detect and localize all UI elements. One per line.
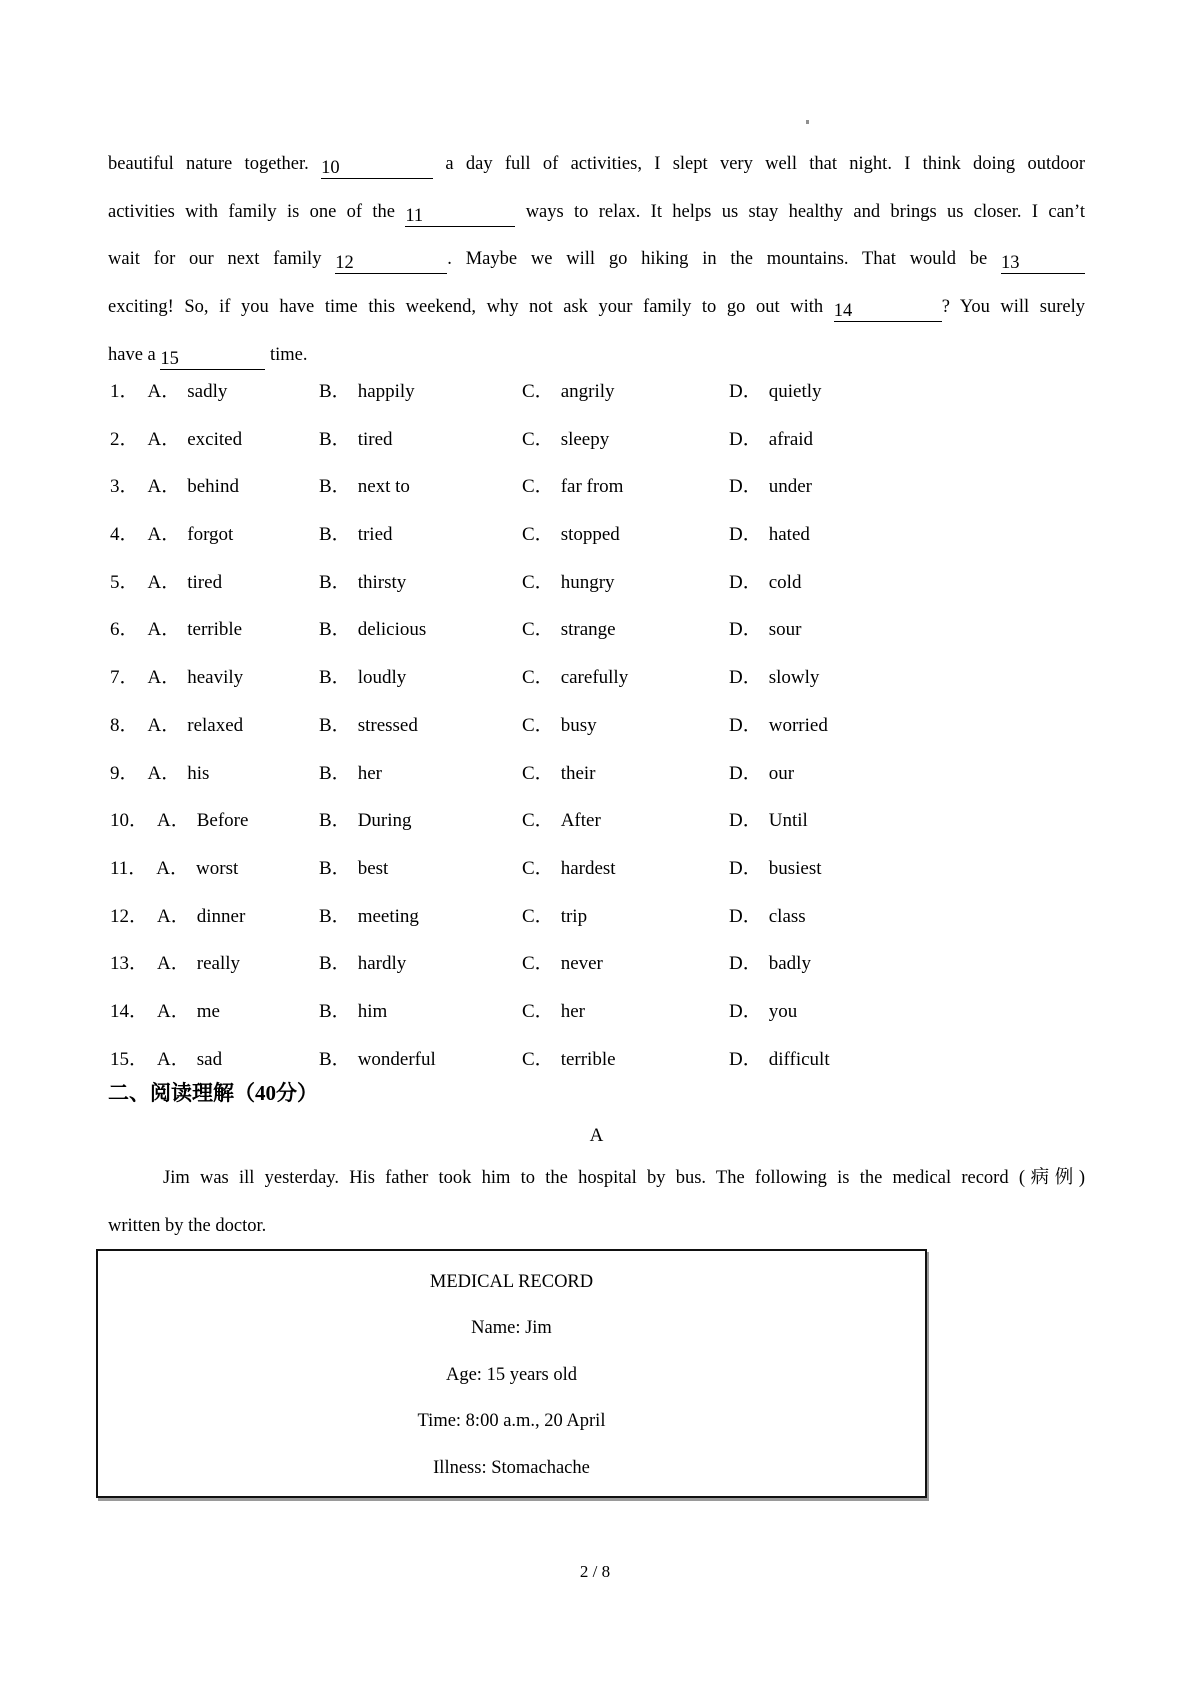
passage-text: Jim was ill yesterday. His father took him to the hospital by bus. The following is the medical record (病例) bbox=[163, 1168, 1085, 1188]
option-a-label: A． bbox=[156, 857, 190, 879]
question-row bbox=[108, 463, 1108, 511]
option-b-cell bbox=[319, 368, 522, 416]
option-d-label: D． bbox=[729, 1000, 762, 1022]
option-b-text: tried bbox=[357, 524, 393, 546]
question-number: 1． bbox=[110, 381, 139, 402]
option-a-label: A． bbox=[147, 714, 181, 736]
question-number: 10． bbox=[110, 810, 149, 832]
medical-record-illness: Illness: Stomachache bbox=[433, 1457, 590, 1478]
option-b-label: B． bbox=[319, 810, 351, 832]
question-number: 6． bbox=[110, 619, 139, 641]
option-b-text: stressed bbox=[357, 714, 418, 736]
option-a-label: A． bbox=[157, 1048, 190, 1070]
option-a-cell bbox=[110, 750, 319, 798]
option-d-text: sour bbox=[768, 619, 802, 641]
option-b-cell bbox=[319, 940, 522, 988]
cloze-line bbox=[108, 189, 1085, 237]
option-a-label: A． bbox=[147, 571, 181, 593]
option-a-text: forgot bbox=[187, 524, 234, 546]
option-d-text: our bbox=[768, 762, 795, 784]
option-b-text: him bbox=[357, 1000, 388, 1022]
option-d-text: badly bbox=[768, 953, 811, 975]
option-c-label: C． bbox=[522, 428, 554, 450]
option-d-cell bbox=[729, 940, 1108, 988]
option-c-cell bbox=[522, 416, 729, 464]
option-c-text: stopped bbox=[560, 524, 620, 546]
cloze-text: have a bbox=[108, 344, 156, 365]
option-d-label: D． bbox=[729, 428, 762, 450]
option-b-label: B． bbox=[319, 953, 351, 975]
question-number: 15． bbox=[110, 1048, 149, 1070]
option-d-text: you bbox=[768, 1000, 798, 1022]
option-c-cell bbox=[522, 845, 729, 893]
blank-15 bbox=[160, 348, 265, 370]
cloze-line bbox=[108, 141, 1085, 189]
page-number-indicator: 2 / 8 bbox=[579, 1562, 611, 1581]
blank-14 bbox=[834, 300, 942, 322]
option-c-cell bbox=[522, 797, 729, 845]
cloze-text: a day full of activities, I slept very well that night. I think doing outdoor bbox=[445, 154, 1085, 174]
option-c-label: C． bbox=[522, 857, 554, 879]
blank-number: 10 bbox=[321, 158, 340, 178]
option-d-label: D． bbox=[729, 524, 762, 546]
option-c-text: carefully bbox=[560, 667, 629, 689]
blank-number: 13 bbox=[1001, 253, 1020, 274]
option-d-text: afraid bbox=[768, 428, 814, 450]
option-b-text: delicious bbox=[357, 619, 427, 641]
blank-number: 12 bbox=[335, 253, 354, 274]
option-b-label: B． bbox=[319, 428, 351, 450]
option-a-text: heavily bbox=[187, 667, 244, 689]
option-a-cell bbox=[110, 606, 319, 654]
option-d-text: worried bbox=[768, 714, 828, 736]
cloze-paragraph bbox=[108, 141, 1085, 379]
blank-10 bbox=[321, 157, 433, 179]
option-a-text: worst bbox=[196, 857, 239, 879]
option-c-cell bbox=[522, 368, 729, 416]
option-a-text: really bbox=[196, 953, 241, 975]
option-b-label: B． bbox=[319, 857, 351, 879]
option-c-cell bbox=[522, 940, 729, 988]
question-number: 13． bbox=[110, 953, 149, 975]
option-a-text: his bbox=[187, 762, 210, 784]
blank-number: 14 bbox=[833, 301, 853, 322]
option-a-text: excited bbox=[187, 428, 243, 450]
question-row bbox=[108, 750, 1108, 798]
option-c-cell bbox=[522, 511, 729, 559]
question-number: 8． bbox=[110, 714, 139, 736]
option-b-text: her bbox=[357, 762, 382, 784]
option-a-text: me bbox=[196, 1000, 220, 1022]
option-a-text: sadly bbox=[187, 381, 228, 402]
option-a-cell bbox=[110, 654, 319, 702]
cloze-text: wait for our next family bbox=[108, 249, 322, 270]
question-row bbox=[108, 606, 1108, 654]
option-c-label: C． bbox=[522, 714, 554, 736]
question-row bbox=[108, 797, 1108, 845]
option-c-cell bbox=[522, 606, 729, 654]
option-d-text: cold bbox=[768, 571, 802, 593]
question-row bbox=[108, 654, 1108, 702]
option-d-label: D． bbox=[729, 762, 762, 784]
blank-12 bbox=[335, 252, 447, 274]
option-b-cell bbox=[319, 893, 522, 941]
option-c-label: C． bbox=[522, 1000, 554, 1022]
option-d-cell bbox=[729, 559, 1108, 607]
option-a-label: A． bbox=[157, 905, 190, 927]
question-row bbox=[108, 702, 1108, 750]
option-c-text: strange bbox=[560, 619, 616, 641]
option-c-text: never bbox=[560, 953, 603, 975]
blank-13 bbox=[1001, 252, 1085, 274]
option-a-cell bbox=[110, 797, 319, 845]
option-d-label: D． bbox=[729, 1048, 762, 1070]
option-c-cell bbox=[522, 654, 729, 702]
option-b-text: loudly bbox=[357, 667, 407, 689]
option-b-text: meeting bbox=[357, 905, 419, 927]
option-c-label: C． bbox=[522, 810, 554, 832]
cloze-line bbox=[108, 284, 1085, 332]
medical-record-title: MEDICAL RECORD bbox=[429, 1272, 594, 1292]
option-a-label: A． bbox=[157, 1000, 190, 1022]
option-d-label: D． bbox=[729, 571, 762, 593]
option-a-cell bbox=[110, 702, 319, 750]
option-b-text: happily bbox=[357, 381, 415, 402]
option-a-label: A． bbox=[157, 953, 190, 975]
option-d-cell bbox=[729, 845, 1108, 893]
option-c-label: C． bbox=[522, 476, 554, 498]
option-b-label: B． bbox=[319, 571, 351, 593]
option-b-cell bbox=[319, 654, 522, 702]
question-row bbox=[108, 940, 1108, 988]
option-a-cell bbox=[110, 511, 319, 559]
option-d-text: Until bbox=[768, 810, 808, 832]
option-d-cell bbox=[729, 797, 1108, 845]
medical-record-time: Time: 8:00 a.m., 20 April bbox=[417, 1411, 606, 1432]
option-d-label: D． bbox=[729, 857, 762, 879]
question-row bbox=[108, 845, 1108, 893]
option-a-cell bbox=[110, 368, 319, 416]
stray-ink-dot bbox=[806, 120, 809, 124]
option-b-cell bbox=[319, 750, 522, 798]
option-b-text: wonderful bbox=[357, 1048, 436, 1070]
option-a-text: sad bbox=[196, 1048, 223, 1070]
option-d-label: D． bbox=[729, 667, 762, 689]
question-number: 4． bbox=[110, 524, 139, 546]
option-b-label: B． bbox=[319, 762, 351, 784]
option-c-label: C． bbox=[522, 953, 554, 975]
option-c-label: C． bbox=[522, 571, 554, 593]
option-a-label: A． bbox=[147, 381, 181, 402]
option-d-cell bbox=[729, 606, 1108, 654]
option-b-cell bbox=[319, 416, 522, 464]
option-a-text: Before bbox=[196, 810, 249, 832]
option-a-cell bbox=[110, 463, 319, 511]
question-number: 14． bbox=[110, 1000, 149, 1022]
option-d-cell bbox=[729, 368, 1108, 416]
question-row bbox=[108, 511, 1108, 559]
question-number: 7． bbox=[110, 667, 139, 689]
cloze-text: beautiful nature together. bbox=[108, 154, 309, 174]
option-c-text: far from bbox=[560, 476, 624, 498]
option-c-cell bbox=[522, 1036, 729, 1084]
option-c-text: their bbox=[560, 762, 596, 784]
option-b-label: B． bbox=[319, 619, 351, 641]
option-d-label: D． bbox=[729, 381, 762, 402]
option-c-text: angrily bbox=[560, 381, 615, 402]
option-d-text: hated bbox=[768, 524, 810, 546]
passage-intro-line bbox=[108, 1155, 1085, 1203]
option-d-label: D． bbox=[729, 714, 762, 736]
option-d-cell bbox=[729, 750, 1108, 798]
option-d-text: busiest bbox=[768, 857, 822, 879]
option-d-cell bbox=[729, 988, 1108, 1036]
cloze-text: time. bbox=[270, 344, 308, 365]
cloze-text: exciting! So, if you have time this weekend, why not ask your family to go out with bbox=[108, 297, 824, 318]
option-d-cell bbox=[729, 1036, 1108, 1084]
option-c-text: her bbox=[560, 1000, 585, 1022]
option-c-text: After bbox=[560, 810, 601, 832]
option-c-text: trip bbox=[560, 905, 588, 927]
option-a-cell bbox=[110, 893, 319, 941]
question-row bbox=[108, 368, 1108, 416]
option-c-text: terrible bbox=[560, 1048, 616, 1070]
option-a-label: A． bbox=[147, 762, 181, 784]
option-a-cell bbox=[110, 940, 319, 988]
option-a-cell bbox=[110, 988, 319, 1036]
option-c-label: C． bbox=[522, 667, 554, 689]
option-b-text: During bbox=[357, 810, 412, 832]
option-a-text: relaxed bbox=[187, 714, 244, 736]
option-d-text: quietly bbox=[768, 381, 822, 402]
blank-number: 11 bbox=[405, 205, 424, 226]
option-c-label: C． bbox=[522, 905, 554, 927]
medical-record-box bbox=[96, 1249, 927, 1498]
cloze-text: . Maybe we will go hiking in the mountains. That would be bbox=[447, 249, 988, 270]
option-b-label: B． bbox=[319, 1048, 351, 1070]
option-b-cell bbox=[319, 463, 522, 511]
option-c-text: sleepy bbox=[560, 428, 610, 450]
cloze-text: ways to relax. It helps us stay healthy and brings us closer. I can’t bbox=[525, 201, 1086, 222]
option-d-label: D． bbox=[729, 810, 762, 832]
option-b-text: best bbox=[357, 857, 389, 879]
blank-11 bbox=[405, 205, 515, 227]
option-b-label: B． bbox=[319, 714, 351, 736]
question-number: 9． bbox=[110, 762, 139, 784]
question-number: 11． bbox=[110, 857, 148, 879]
passage-intro bbox=[108, 1155, 1085, 1250]
option-d-cell bbox=[729, 702, 1108, 750]
question-row bbox=[108, 893, 1108, 941]
option-c-label: C． bbox=[522, 762, 554, 784]
option-d-text: under bbox=[768, 476, 812, 498]
option-c-label: C． bbox=[522, 1048, 554, 1070]
option-b-text: tired bbox=[357, 428, 393, 450]
option-b-cell bbox=[319, 606, 522, 654]
option-c-label: C． bbox=[522, 381, 554, 402]
option-c-cell bbox=[522, 988, 729, 1036]
option-d-text: difficult bbox=[768, 1048, 830, 1070]
option-c-text: hungry bbox=[560, 571, 615, 593]
option-b-label: B． bbox=[319, 381, 351, 402]
option-c-cell bbox=[522, 559, 729, 607]
option-d-label: D． bbox=[729, 476, 762, 498]
option-b-text: next to bbox=[357, 476, 410, 498]
option-b-cell bbox=[319, 797, 522, 845]
question-row bbox=[108, 416, 1108, 464]
option-b-cell bbox=[319, 845, 522, 893]
option-b-label: B． bbox=[319, 667, 351, 689]
question-options-list bbox=[108, 368, 1108, 1083]
option-a-label: A． bbox=[147, 476, 181, 498]
option-c-cell bbox=[522, 702, 729, 750]
option-d-cell bbox=[729, 893, 1108, 941]
question-number: 5． bbox=[110, 571, 139, 593]
option-c-cell bbox=[522, 893, 729, 941]
passage-label-a: A bbox=[589, 1125, 604, 1146]
question-number: 12． bbox=[110, 905, 149, 927]
option-c-cell bbox=[522, 750, 729, 798]
option-b-cell bbox=[319, 559, 522, 607]
option-d-label: D． bbox=[729, 905, 762, 927]
option-a-label: A． bbox=[147, 524, 181, 546]
blank-number: 15 bbox=[160, 348, 179, 369]
option-a-text: terrible bbox=[187, 619, 243, 641]
question-row bbox=[108, 559, 1108, 607]
question-number: 2． bbox=[110, 428, 139, 450]
medical-record-age: Age: 15 years old bbox=[445, 1364, 577, 1385]
option-b-label: B． bbox=[319, 905, 351, 927]
option-a-cell bbox=[110, 559, 319, 607]
cloze-text: activities with family is one of the bbox=[108, 201, 395, 222]
medical-record-name: Name: Jim bbox=[471, 1318, 552, 1339]
option-a-cell bbox=[110, 416, 319, 464]
option-b-label: B． bbox=[319, 1000, 351, 1022]
section-heading-reading-comprehension: 二、阅读理解（40分） bbox=[108, 1081, 318, 1105]
option-a-text: behind bbox=[187, 476, 239, 498]
option-a-text: dinner bbox=[196, 905, 246, 927]
option-d-text: slowly bbox=[768, 667, 820, 689]
option-c-text: hardest bbox=[560, 857, 616, 879]
question-number: 3． bbox=[110, 476, 139, 498]
option-c-label: C． bbox=[522, 524, 554, 546]
option-c-label: C． bbox=[522, 619, 554, 641]
option-a-label: A． bbox=[147, 667, 181, 689]
option-d-label: D． bbox=[729, 619, 762, 641]
option-b-text: hardly bbox=[357, 953, 407, 975]
cloze-text: ? You will surely bbox=[941, 297, 1085, 318]
option-b-label: B． bbox=[319, 476, 351, 498]
option-b-text: thirsty bbox=[357, 571, 407, 593]
passage-text: written by the doctor. bbox=[108, 1215, 267, 1236]
question-row bbox=[108, 988, 1108, 1036]
option-a-label: A． bbox=[147, 428, 181, 450]
option-b-cell bbox=[319, 511, 522, 559]
option-a-label: A． bbox=[157, 810, 190, 832]
passage-intro-line bbox=[108, 1203, 1085, 1251]
cloze-line bbox=[108, 236, 1085, 284]
option-b-cell bbox=[319, 1036, 522, 1084]
option-d-text: class bbox=[768, 905, 806, 927]
option-d-label: D． bbox=[729, 953, 762, 975]
option-d-cell bbox=[729, 511, 1108, 559]
option-b-cell bbox=[319, 988, 522, 1036]
option-b-cell bbox=[319, 702, 522, 750]
option-d-cell bbox=[729, 654, 1108, 702]
option-a-text: tired bbox=[187, 571, 223, 593]
option-c-cell bbox=[522, 463, 729, 511]
option-a-cell bbox=[110, 845, 319, 893]
option-d-cell bbox=[729, 463, 1108, 511]
option-d-cell bbox=[729, 416, 1108, 464]
option-b-label: B． bbox=[319, 524, 351, 546]
option-c-text: busy bbox=[560, 714, 597, 736]
option-a-label: A． bbox=[147, 619, 181, 641]
